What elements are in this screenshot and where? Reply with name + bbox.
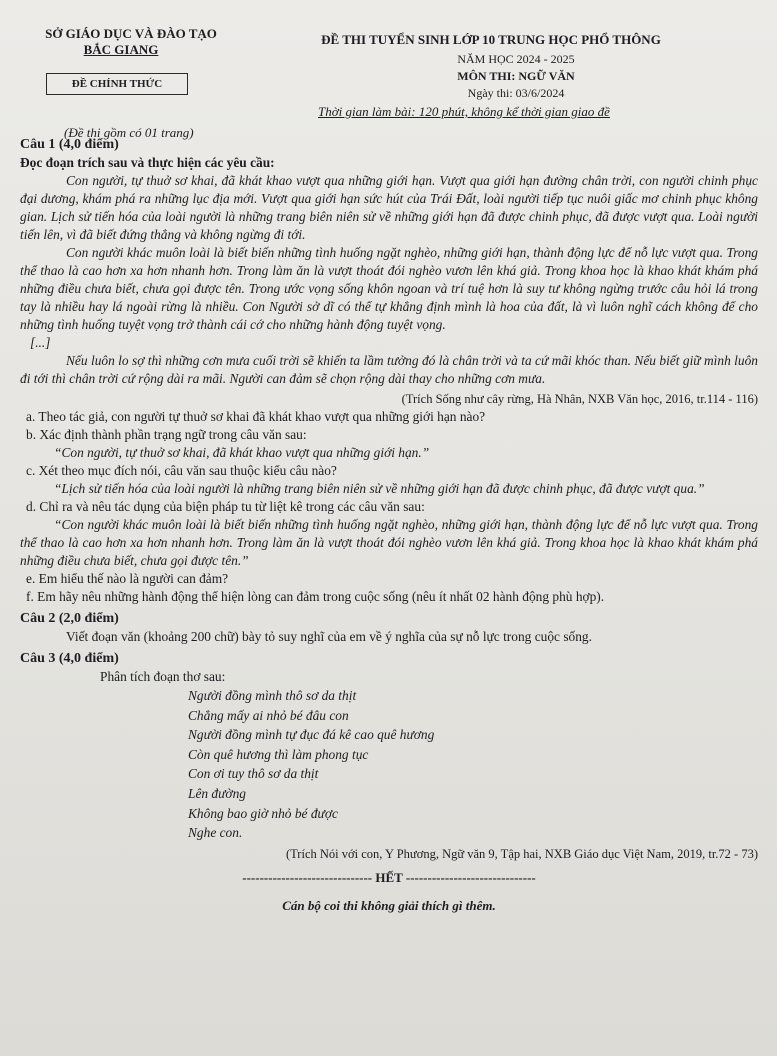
exam-subject: MÔN THI: NGỮ VĂN <box>457 69 575 83</box>
exam-duration: Thời gian làm bài: 120 phút, không kể thời gian giao đề <box>318 104 610 119</box>
question-2-title: Câu 2 (2,0 điểm) <box>20 611 119 626</box>
poem-line: Người đồng mình thô sơ da thịt <box>188 688 357 703</box>
poem-line: Con ơi tuy thô sơ da thịt <box>188 766 319 782</box>
question-1b: b. Xác định thành phần trạng ngữ trong câu văn sau: <box>26 427 307 442</box>
poem-line: Chẳng mấy ai nhỏ bé đâu con <box>188 707 349 723</box>
exam-header <box>286 32 696 101</box>
poem-line: Nghe con. <box>188 825 243 841</box>
question-1d-quote: “Con người khác muôn loài là biết biến những tình huống ngặt nghèo, những giới hạn, thành động lực để nỗ lực vượt qua. Trong thể thao là cao hơn xa hơn nhanh hơn. Trong làm ăn là vượt thoát đói nghèo vươn lên khá giả. Trong khoa học là khao khát khám phá những điều chưa biết, chưa gọi được tên.” <box>20 517 758 568</box>
school-year: NĂM HỌC 2024 - 2025 <box>457 52 575 66</box>
exam-date: Ngày thi: 03/6/2024 <box>467 86 565 100</box>
department-name: SỞ GIÁO DỤC VÀ ĐÀO TẠO <box>45 26 217 41</box>
department-header <box>26 26 236 58</box>
poem-line: Còn quê hương thì làm phong tục <box>188 746 369 762</box>
official-exam-badge: ĐỀ CHÍNH THỨC <box>46 73 188 95</box>
question-1e: e. Em hiểu thế nào là người can đảm? <box>26 571 229 586</box>
exam-body <box>20 132 758 915</box>
passage-paragraph-3: Nếu luôn lo sợ thì những cơn mưa cuối trời sẽ khiến ta lầm tưởng đó là chân trời và ta cứ mãi khóc than. Nếu biết giữ mình luôn đi tới thì chân trời cứ rộng dài ra mãi. Người can đảm sẽ chọn rộng dài thay cho những cơn mưa. <box>20 353 758 386</box>
poem-line: Không bao giờ nhỏ bé được <box>188 805 338 821</box>
poem-line: Lên đường <box>188 785 246 801</box>
question-1c-quote: “Lịch sử tiến hóa của loài người là những trang biên niên sử về những giới hạn đã được chinh phục, đã được vượt qua.” <box>54 481 705 496</box>
passage-paragraph-2: Con người khác muôn loài là biết biến những tình huống ngặt nghèo, những giới hạn, thành động lực để nỗ lực vượt qua. Trong thể thao là cao hơn xa hơn nhanh hơn. Trong làm ăn là vượt thoát đói nghèo vươn lên khá giả. Trong khoa học là khao khát khám phá những điều chưa biết, chưa gọi được tên. Trong ước vọng sống khôn ngoan và trí tuệ hơn là suy tư không ngừng trước câu hỏi lá trong tay là nhiều hay lá ngoài rừng là nhiều. Con Người sở dĩ có thể tự khẳng định mình là hoa của đất, là vì luôn nghĩ cách không để cho những tình huống tuyệt vọng trở thành cái cớ cho những hành động tuyệt vọng. <box>20 245 758 332</box>
question-1b-quote: “Con người, tự thuở sơ khai, đã khát khao vượt qua những giới hạn.” <box>54 445 430 460</box>
end-label: HẾT <box>375 869 403 885</box>
province-name: BẮC GIANG <box>83 42 159 57</box>
question-2-text: Viết đoạn văn (khoảng 200 chữ) bày tỏ suy nghĩ của em về ý nghĩa của sự nỗ lực trong cuộc sống. <box>66 629 592 644</box>
passage-ellipsis: [...] <box>30 335 51 350</box>
poem-excerpt <box>188 686 758 843</box>
exam-title: ĐỀ THI TUYỂN SINH LỚP 10 TRUNG HỌC PHỔ THÔNG <box>321 32 661 47</box>
poem-line: Người đồng mình tự đục đá kê cao quê hương <box>188 727 435 743</box>
question-3-title: Câu 3 (4,0 điểm) <box>20 651 119 666</box>
question-1f: f. Em hãy nêu những hành động thể hiện lòng can đảm trong cuộc sống (nêu ít nhất 02 hành động phù hợp). <box>26 589 605 604</box>
proctor-note: Cán bộ coi thi không giải thích gì thêm. <box>282 897 496 913</box>
question-1-instruction: Đọc đoạn trích sau và thực hiện các yêu cầu: <box>20 155 275 170</box>
page-count-note: (Đề thi gồm có 01 trang) <box>64 125 194 140</box>
passage-paragraph-1: Con người, tự thuở sơ khai, đã khát khao vượt qua những giới hạn. Vượt qua giới hạn đường chân trời, con người chinh phục đại dương, khám phá ra những lục địa mới. Vượt qua giới hạn sức hút của Trái Đất, loài người tiếp tục nuôi giấc mơ chinh phục không gian. Lịch sử tiến hóa của loài người là những trang biên niên sử về những giới hạn đã được chinh phục, đã được vượt qua. Loài người tiến lên, vì đã biết đứng thẳng và không ngừng đi tới. <box>20 173 758 242</box>
passage-citation: (Trích Sống như cây rừng, Hà Nhân, NXB Văn học, 2016, tr.114 - 116) <box>401 392 758 406</box>
end-marker: ------------------------------ HẾT ------------------------------ <box>242 869 536 885</box>
question-3-instruction: Phân tích đoạn thơ sau: <box>100 669 226 684</box>
question-1c: c. Xét theo mục đích nói, câu văn sau thuộc kiểu câu nào? <box>26 463 337 478</box>
question-1a: a. Theo tác giả, con người tự thuở sơ khai đã khát khao vượt qua những giới hạn nào? <box>26 409 486 424</box>
poem-citation: (Trích Nói với con, Y Phương, Ngữ văn 9, Tập hai, NXB Giáo dục Việt Nam, 2019, tr.72 - 73) <box>285 846 758 861</box>
question-1-title: Câu 1 (4,0 điểm) <box>20 137 119 152</box>
question-1d: d. Chỉ ra và nêu tác dụng của biện pháp tu từ liệt kê trong các câu văn sau: <box>26 499 425 514</box>
